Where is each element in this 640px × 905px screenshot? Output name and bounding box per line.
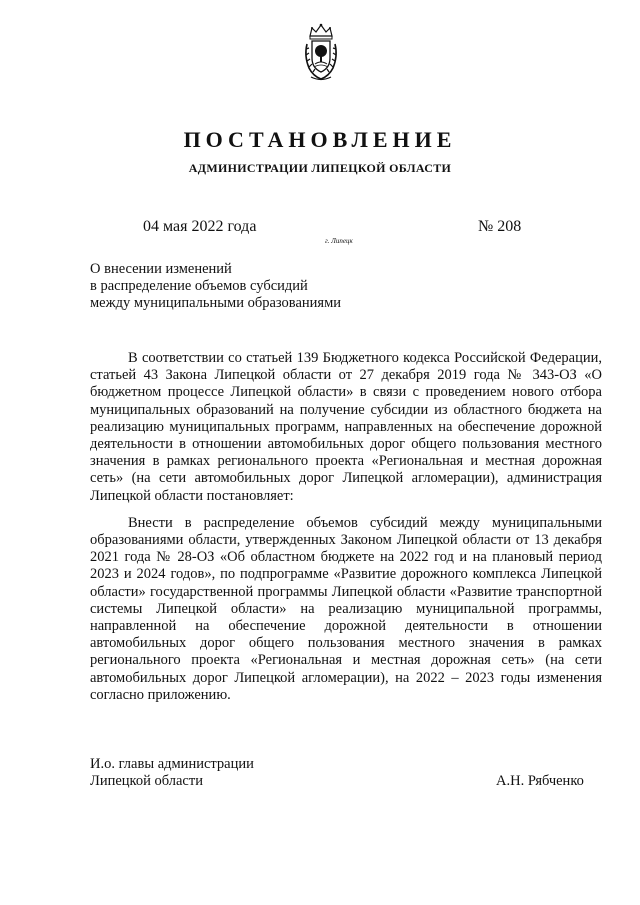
signature-position-line: И.о. главы администрации	[90, 756, 254, 772]
body-paragraph: Внести в распределение объемов субсидий между муниципальными образованиями области, утвержденных Законом Липецкой области от 13 декабря 2021 года № 28-ОЗ «Об областном бюджете на 2022 год и на плановый период 2023 и 2024 годов», по подпрограмме «Развитие дорожного комплекса Липецкой области» государственной программы Липецкой области «Развитие транспортной системы Липецкой области» на реализацию муниципальной программы, направленной на обеспечение дорожной деятельности в отношении автомобильных дорог общего пользования местного значения в рамках регионального проекта «Региональная и местная дорожная сеть» (на сети автомобильных дорог Липецкой агломерации), на 2022 – 2023 годы изменения согласно приложению.	[90, 514, 602, 703]
subject-line: в распределение объемов субсидий	[90, 278, 308, 294]
subject-line: между муниципальными образованиями	[90, 295, 342, 311]
document-date: 04 мая 2022 года	[143, 218, 257, 235]
document-body	[90, 350, 602, 714]
body-paragraph: В соответствии со статьей 139 Бюджетного кодекса Российской Федерации, статьей 43 Закона Липецкой области от 27 декабря 2019 года № 343-ОЗ «О бюджетном процессе Липецкой области» в связи с проведением нового отбора муниципальных образований на получение субсидии из областного бюджета на реализацию муниципальных программ, направленных на обеспечение дорожной деятельности в отношении автомобильных дорог общего пользования местного значения в рамках регионального проекта «Региональная и местная дорожная сеть» (на сети автомобильных дорог Липецкой агломерации), администрация Липецкой области постановляет:	[90, 350, 602, 504]
document-city: г. Липецк	[325, 237, 353, 245]
document-issuer: АДМИНИСТРАЦИИ ЛИПЕЦКОЙ ОБЛАСТИ	[188, 161, 452, 175]
signature-name: А.Н. Рябченко	[496, 773, 584, 789]
coat-of-arms-icon	[303, 22, 339, 82]
signature-position-line: Липецкой области	[90, 773, 203, 789]
document-number: № 208	[478, 218, 522, 235]
document-subject	[90, 261, 341, 312]
subject-line: О внесении изменений	[90, 261, 232, 277]
document-title: ПОСТАНОВЛЕНИЕ	[183, 127, 457, 152]
signature-position	[90, 756, 254, 790]
